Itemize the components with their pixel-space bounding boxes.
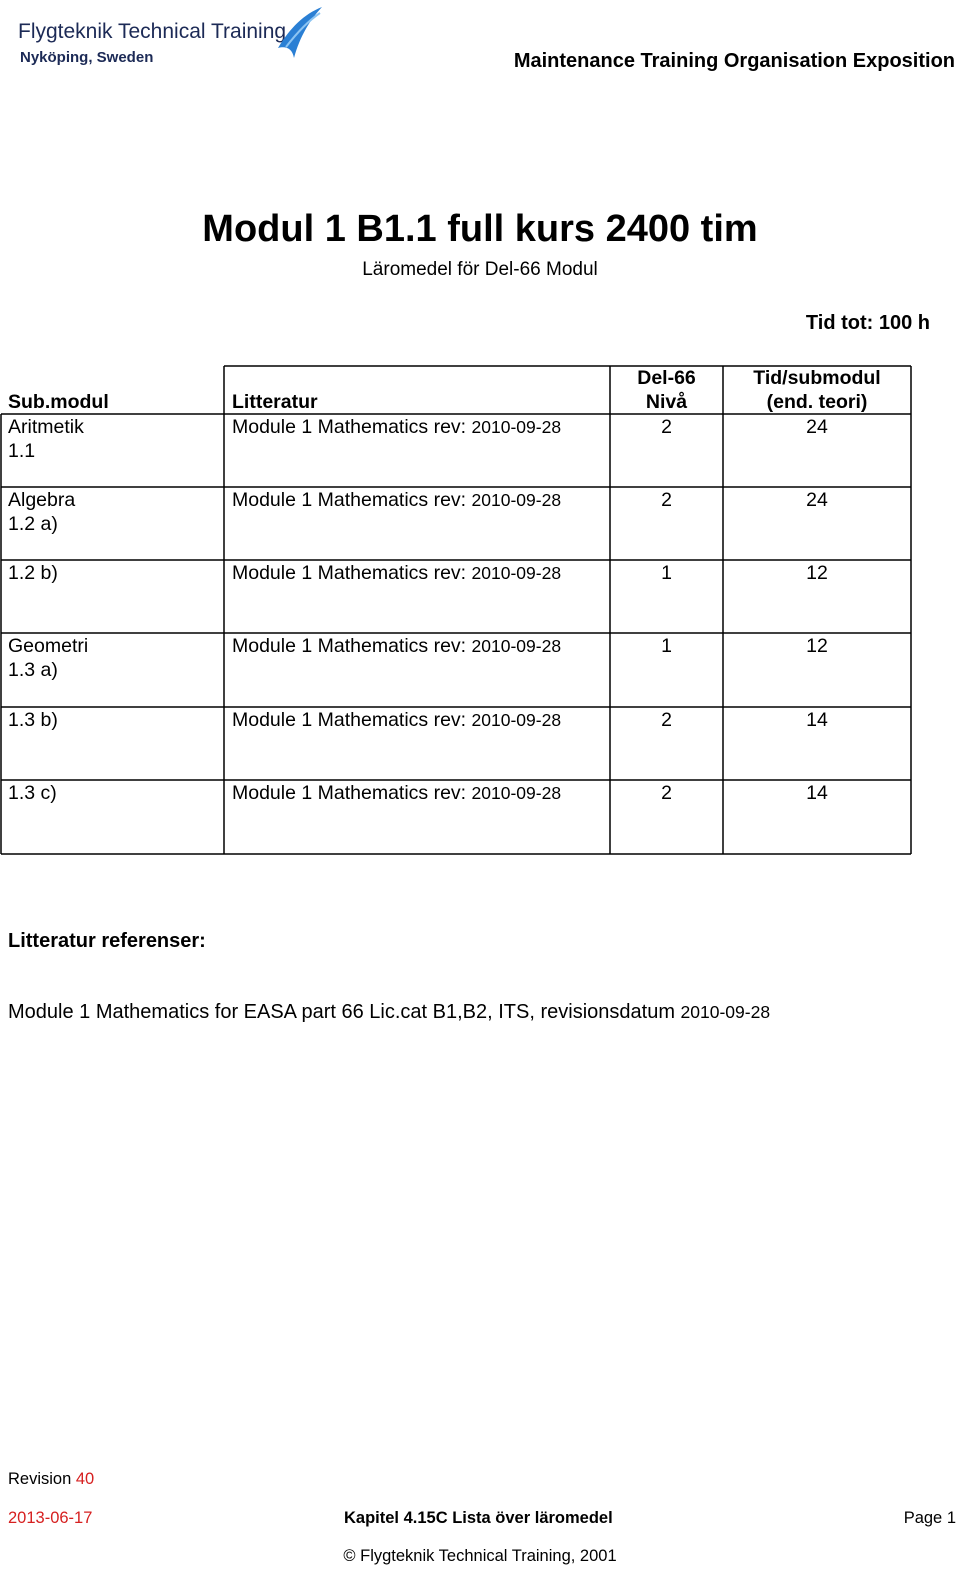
header-time-line2: (end. teori) — [766, 391, 868, 413]
footer-chapter: Kapitel 4.15C Lista över läromedel — [344, 1509, 613, 1527]
row-time: 24 — [806, 489, 828, 511]
row-literature: Module 1 Mathematics rev: 2010-09-28 — [232, 709, 562, 731]
header-level-line1: Del-66 — [637, 367, 696, 389]
row-level: 1 — [661, 635, 672, 657]
row-time: 12 — [806, 635, 828, 657]
document-subtitle: Läromedel för Del-66 Modul — [362, 259, 598, 280]
row-submodule-code: 1.1 — [8, 440, 36, 462]
row-level: 2 — [661, 489, 672, 511]
header-submodule: Sub.modul — [8, 391, 109, 413]
row-literature: Module 1 Mathematics rev: 2010-09-28 — [232, 416, 562, 438]
row-submodule-name: 1.3 b) — [8, 709, 58, 731]
footer-date: 2013-06-17 — [8, 1509, 93, 1527]
company-logo — [14, 4, 314, 68]
row-time: 12 — [806, 562, 828, 584]
document-title: Modul 1 B1.1 full kurs 2400 tim — [202, 208, 758, 250]
header-level-line2: Nivå — [645, 391, 688, 413]
row-level: 2 — [661, 782, 672, 804]
revision-label: Revision 40 — [8, 1470, 95, 1488]
row-literature: Module 1 Mathematics rev: 2010-09-28 — [232, 635, 562, 657]
logo-location: Nyköping, Sweden — [20, 49, 154, 66]
footer-page-number: Page 1 — [903, 1509, 956, 1527]
row-submodule-name: Geometri — [8, 635, 89, 657]
references-heading: Litteratur referenser: — [8, 930, 206, 952]
row-literature: Module 1 Mathematics rev: 2010-09-28 — [232, 782, 562, 804]
row-submodule-name: Aritmetik — [8, 416, 84, 438]
logo-swoosh-icon — [276, 4, 326, 62]
row-literature: Module 1 Mathematics rev: 2010-09-28 — [232, 489, 562, 511]
organisation-title: Maintenance Training Organisation Exposition — [513, 50, 955, 72]
references-date: 2010-09-28 — [680, 1002, 771, 1022]
total-time: Tid tot: 100 h — [805, 312, 930, 334]
row-submodule-code: 1.3 a) — [8, 659, 58, 681]
header-time-line1: Tid/submodul — [753, 367, 881, 389]
row-level: 2 — [661, 709, 672, 731]
row-submodule-name: 1.3 c) — [8, 782, 57, 804]
row-time: 14 — [806, 782, 828, 804]
references-text: Module 1 Mathematics for EASA part 66 Lic.cat B1,B2, ITS, revisionsdatum 2010-09-28 — [8, 1001, 771, 1023]
row-submodule-code: 1.2 a) — [8, 513, 58, 535]
row-level: 2 — [661, 416, 672, 438]
row-time: 24 — [806, 416, 828, 438]
header-literature: Litteratur — [232, 391, 318, 413]
footer-copyright: © Flygteknik Technical Training, 2001 — [343, 1547, 617, 1565]
row-submodule-name: 1.2 b) — [8, 562, 58, 584]
row-level: 1 — [661, 562, 672, 584]
row-time: 14 — [806, 709, 828, 731]
revision-number: 40 — [75, 1470, 95, 1488]
logo-company-name: Flygteknik Technical Training — [18, 20, 287, 43]
row-submodule-name: Algebra — [8, 489, 76, 511]
row-literature: Module 1 Mathematics rev: 2010-09-28 — [232, 562, 562, 584]
